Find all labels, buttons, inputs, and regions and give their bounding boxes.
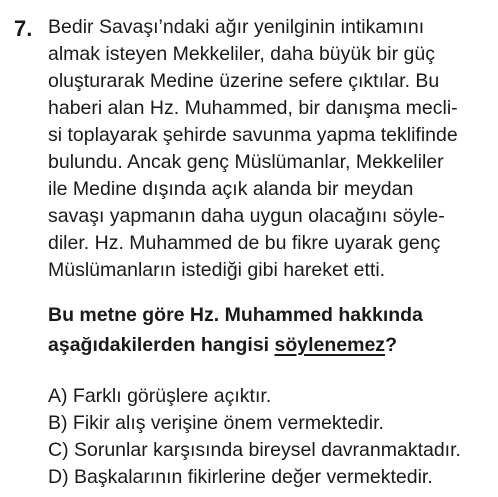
question-passage — [48, 14, 494, 284]
prompt-suffix: ? — [385, 334, 397, 356]
passage-line: bulundu. Ancak genç Müslümanlar, Mekkeliler — [48, 151, 444, 173]
passage-line: haberi alan Hz. Muhammed, bir danışma mecli- — [48, 97, 458, 119]
answer-option-d[interactable]: D) Başkalarının fikirlerine değer vermektedir. — [48, 466, 433, 488]
passage-line: ile Medine dışında açık alanda bir meydan — [48, 178, 414, 200]
prompt-line — [48, 330, 494, 360]
passage-line: diler. Hz. Muhammed de bu fikre uyarak genç — [48, 232, 441, 254]
passage-line: Müslümanların istediği gibi hareket etti. — [48, 259, 386, 281]
answer-option-b[interactable]: B) Fikir alış verişine önem vermektedir. — [48, 412, 384, 434]
question-number: 7. — [14, 16, 33, 41]
answer-option-a[interactable]: A) Farklı görüşlere açıktır. — [48, 385, 272, 407]
prompt-emphasis: söylenemez — [274, 334, 386, 356]
answer-options — [48, 383, 494, 491]
prompt-line: Bu metne göre Hz. Muhammed hakkında — [48, 304, 423, 326]
passage-line: si toplayarak şehirde savunma yapma teklifinde — [48, 124, 458, 146]
answer-option-c[interactable]: C) Sorunlar karşısında bireysel davranmaktadır. — [48, 439, 461, 461]
question-prompt — [48, 300, 494, 360]
prompt-prefix: aşağıdakilerden hangisi — [48, 334, 275, 356]
passage-line: Bedir Savaşı’ndaki ağır yenilginin intikamını — [48, 16, 425, 38]
passage-line: savaşı yapmanın daha uygun olacağını söyle- — [48, 205, 445, 227]
passage-line: almak isteyen Mekkeliler, daha büyük bir güç — [48, 43, 435, 65]
passage-line: oluşturarak Medine üzerine sefere çıktılar. Bu — [48, 70, 440, 92]
